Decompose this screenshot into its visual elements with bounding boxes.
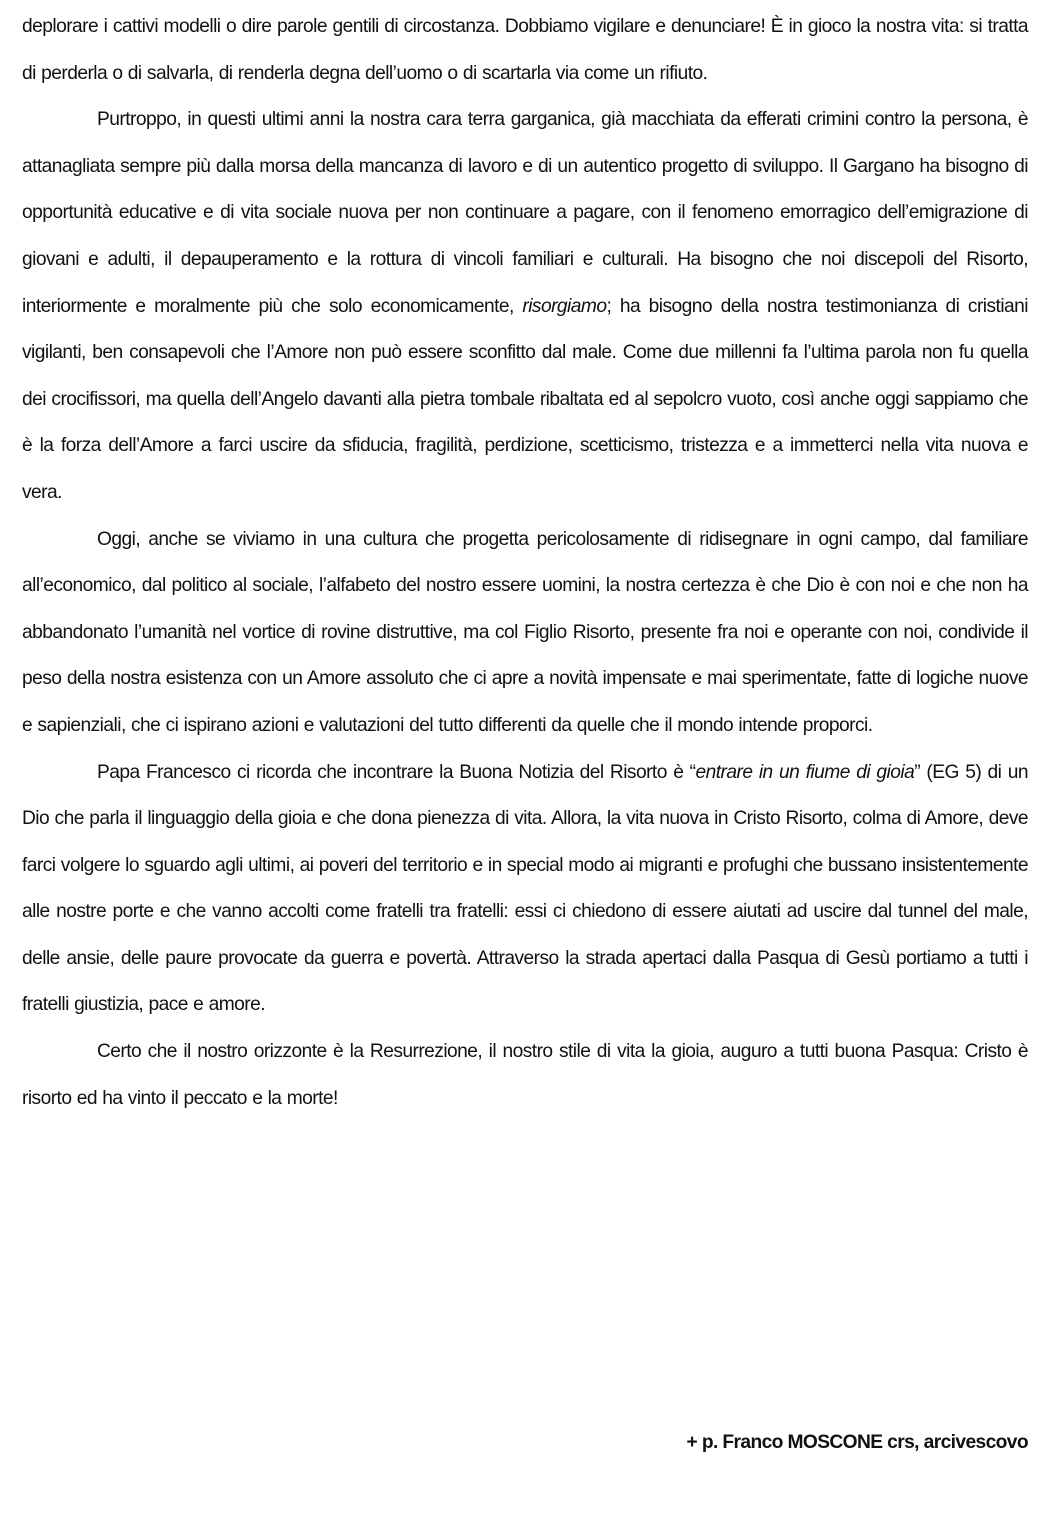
paragraph-text: Certo che il nostro orizzonte è la Resurrezione, il nostro stile di vita la gioia, auguro a tutti buona Pasqua: Cristo è risorto ed ha vinto il peccato e la morte! xyxy=(22,1041,1028,1109)
paragraph-text: Purtroppo, in questi ultimi anni la nostra cara terra garganica, già macchiata da efferati crimini contro la persona, è attanagliata sempre più dalla morsa della mancanza di lavoro e di un autentico progetto di sviluppo. Il Gargano ha bisogno di opportunità educative e di vita sociale nuova per non continuare a pagare, con il fenomeno emorragico dell’emigrazione di giovani e adulti, il depauperamento e la rottura di vincoli familiari e culturali. Ha bisogno che noi discepoli del Risorto, interiormente e moralmente più che solo economicamente, xyxy=(22,109,1028,317)
signature: + p. Franco MOSCONE crs, arcivescovo xyxy=(686,1432,1028,1453)
paragraph-gargano xyxy=(22,97,1028,516)
document-body xyxy=(22,4,1028,1122)
paragraph-continuation xyxy=(22,4,1028,97)
paragraph-text: Papa Francesco ci ricorda che incontrare la Buona Notizia del Risorto è “ xyxy=(97,761,696,783)
paragraph-text: Oggi, anche se viviamo in una cultura che progetta pericolosamente di ridisegnare in ogni campo, dal familiare all’economico, dal politico al sociale, l’alfabeto del nostro essere uomini, la nostra certezza è che Dio è con noi e che non ha abbandonato l’umanità nel vortice di rovine distruttive, ma col Figlio Risorto, presente fra noi e operante con noi, condivide il peso della nostra esistenza con un Amore assoluto che ci apre a novità impensate e mai sperimentate, fatte di logiche nuove e sapienziali, che ci ispirano azioni e valutazioni del tutto differenti da quelle che il mondo intende proporci. xyxy=(22,528,1028,736)
paragraph-oggi xyxy=(22,517,1028,750)
italic-text: risorgiamo xyxy=(522,295,607,317)
italic-quote: entrare in un fiume di gioia xyxy=(695,761,915,783)
paragraph-text: ” (EG 5) di un Dio che parla il linguaggio della gioia e che dona pienezza di vita. Allora, la vita nuova in Cristo Risorto, colma di Amore, deve farci volgere lo sguardo agli ultimi, ai poveri del territorio e in special modo ai migranti e profughi che bussano insistentemente alle nostre porte e che vanno accolti come fratelli tra fratelli: essi ci chiedono di essere aiutati ad uscire dal tunnel del male, delle ansie, delle paure provocate da guerra e povertà. Attraverso la strada apertaci dalla Pasqua di Gesù portiamo a tutti i fratelli giustizia, pace e amore. xyxy=(22,761,1028,1016)
paragraph-papa-francesco xyxy=(22,750,1028,1030)
paragraph-closing xyxy=(22,1029,1028,1122)
paragraph-text: deplorare i cattivi modelli o dire parole gentili di circostanza. Dobbiamo vigilare e denunciare! È in gioco la nostra vita: si tratta di perderla o di salvarla, di renderla degna dell’uomo o di scartarla via come un rifiuto. xyxy=(22,16,1028,84)
paragraph-text: ; ha bisogno della nostra testimonianza di cristiani vigilanti, ben consapevoli che l’Amore non può essere sconfitto dal male. Come due millenni fa l’ultima parola non fu quella dei crocifissori, ma quella dell’Angelo davanti alla pietra tombale ribaltata ed al sepolcro vuoto, così anche oggi sappiamo che è la forza dell’Amore a farci uscire da sfiducia, fragilità, perdizione, scetticismo, tristezza e a immetterci nella vita nuova e vera. xyxy=(22,295,1028,503)
